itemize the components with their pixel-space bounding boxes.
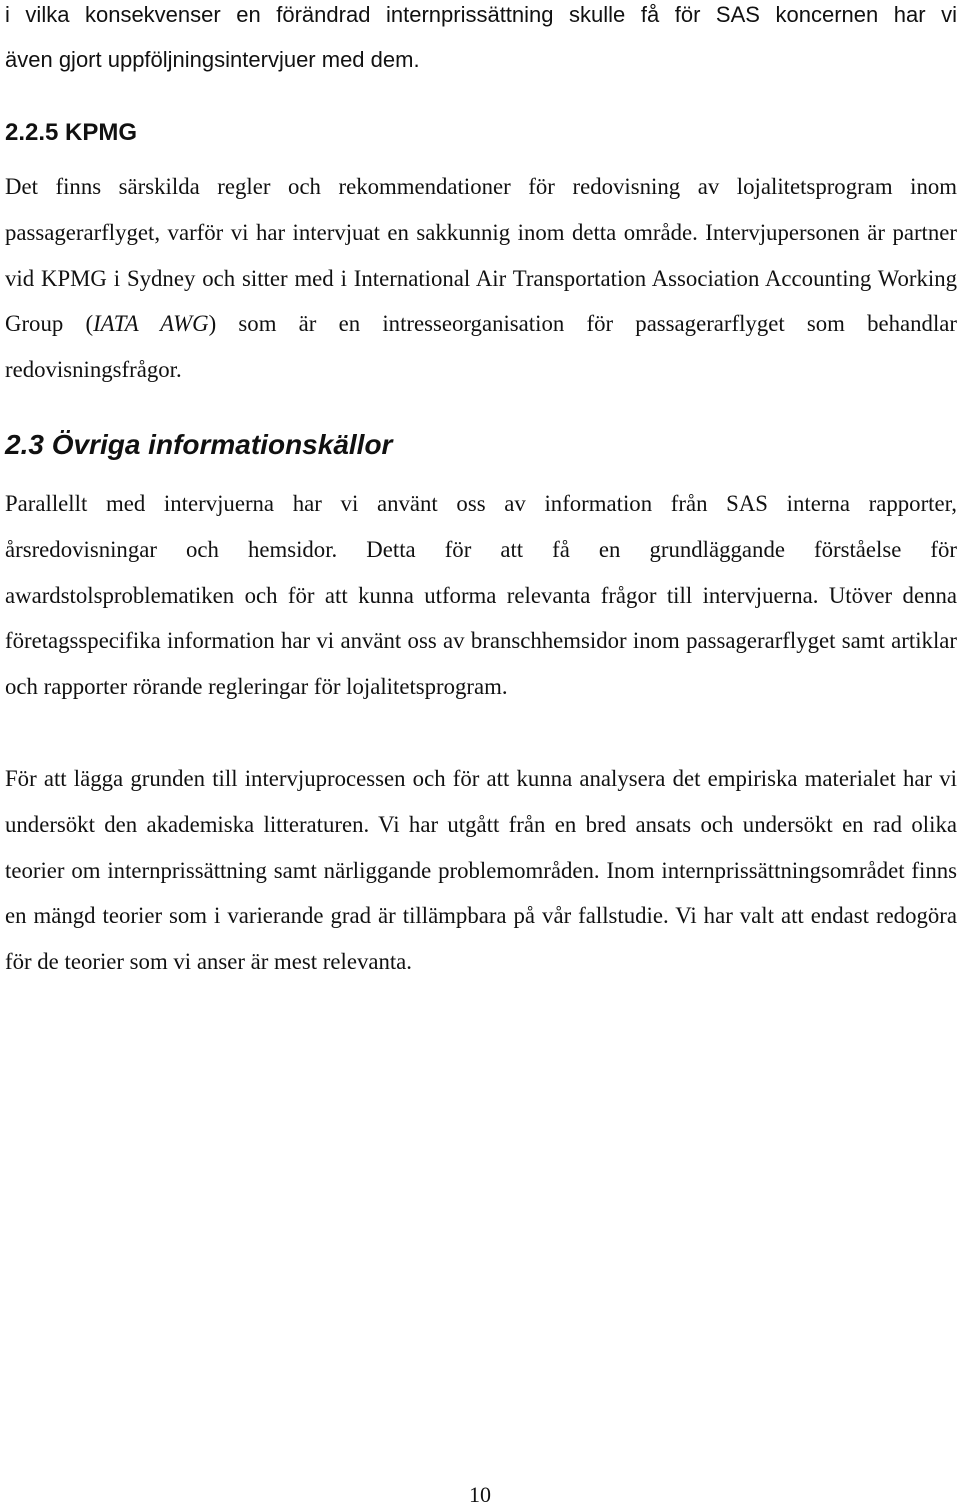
paragraph-kpmg-abbrev: IATA AWG bbox=[93, 311, 209, 337]
intro-line-2: även gjort uppföljningsintervjuer med dem. bbox=[5, 47, 420, 72]
paragraph-kpmg bbox=[5, 164, 957, 393]
section-heading-2-2-5: 2.2.5 KPMG bbox=[5, 119, 138, 146]
paragraph-kpmg-text-b: ) som är en intresseorganisation för passagerarflyget som behandlar redovisningsfrågor. bbox=[5, 311, 957, 383]
paragraph-literature: För att lägga grunden till intervjuprocessen och för att kunna analysera det empiriska materialet har vi undersökt den akademiska litteraturen. Vi har utgått från en bred ansats och undersökt en rad olika teorier om internprissättning samt närliggande problemområden. Inom internprissättningsområdet finns en mängd teorier som i varierande grad är tillämpbara på vår fallstudie. Vi har valt att endast redogöra för de teorier som vi anser är mest relevanta. bbox=[5, 766, 957, 975]
page-number: 10 bbox=[469, 1482, 491, 1507]
paragraph-kpmg-text-a: Det finns särskilda regler och rekommendationer för redovisning av lojalitetsprogram inom passagerarflyget, varför vi har intervjuat en sakkunnig inom detta område. Intervjupersonen är partner vid KPMG i Sydney och sitter med i International Air Transportation Association Accounting Working Group ( bbox=[5, 174, 957, 337]
paragraph-sources: Parallellt med intervjuerna har vi använt oss av information från SAS interna rapporter, årsredovisningar och hemsidor. Detta för att få en grundläggande förståelse för awardstolsproblematiken och för att kunna utforma relevanta frågor till intervjuerna. Utöver denna företagsspecifika information har vi använt oss av branschhemsidor inom passagerarflyget samt artiklar och rapporter rörande regleringar för lojalitetsprogram. bbox=[5, 491, 957, 700]
section-heading-2-3: 2.3 Övriga informationskällor bbox=[5, 429, 393, 460]
intro-line-1: i vilka konsekvenser en förändrad internprissättning skulle få för SAS koncernen har vi bbox=[5, 2, 957, 27]
